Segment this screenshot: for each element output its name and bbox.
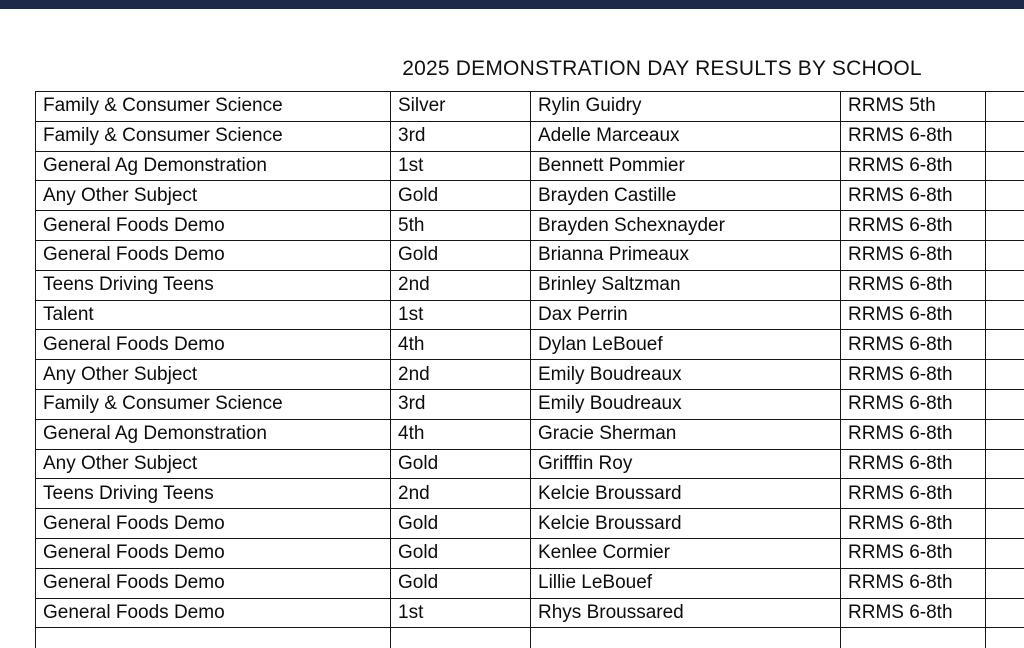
cell-name: Kelcie Broussard bbox=[531, 509, 841, 539]
cell-extra bbox=[986, 360, 1024, 390]
cell-category: General Foods Demo bbox=[36, 330, 391, 360]
cell-place: 3rd bbox=[391, 121, 531, 151]
cell-place: Silver bbox=[391, 92, 531, 122]
cell-school: RRMS 6-8th bbox=[841, 211, 986, 241]
cell-place: 4th bbox=[391, 419, 531, 449]
cell-extra bbox=[986, 330, 1024, 360]
cell-extra bbox=[986, 419, 1024, 449]
cell-category: General Ag Demonstration bbox=[36, 419, 391, 449]
table-row bbox=[36, 360, 1024, 390]
table-row bbox=[36, 568, 1024, 598]
cell-name: Kenlee Cormier bbox=[531, 538, 841, 568]
cell-name: Dylan LeBouef bbox=[531, 330, 841, 360]
table-row bbox=[36, 538, 1024, 568]
cell-extra bbox=[986, 538, 1024, 568]
table-row bbox=[36, 628, 1024, 648]
cell-place: Gold bbox=[391, 240, 531, 270]
cell-place: 5th bbox=[391, 211, 531, 241]
cell-extra bbox=[986, 181, 1024, 211]
cell-category: General Foods Demo bbox=[36, 568, 391, 598]
cell-category: General Foods Demo bbox=[36, 211, 391, 241]
table-row bbox=[36, 598, 1024, 628]
cell-place: 1st bbox=[391, 300, 531, 330]
cell-school: RRMS 5th bbox=[841, 92, 986, 122]
table-row bbox=[36, 211, 1024, 241]
table-row bbox=[36, 419, 1024, 449]
cell-school: RRMS 6-8th bbox=[841, 598, 986, 628]
cell-school: RRMS 6-8th bbox=[841, 538, 986, 568]
cell-category: Any Other Subject bbox=[36, 181, 391, 211]
cell-extra bbox=[986, 479, 1024, 509]
cell-place: 2nd bbox=[391, 479, 531, 509]
table-row bbox=[36, 479, 1024, 509]
table-row bbox=[36, 181, 1024, 211]
cell-category: General Foods Demo bbox=[36, 240, 391, 270]
cell-place: 4th bbox=[391, 330, 531, 360]
table-row bbox=[36, 240, 1024, 270]
cell-school bbox=[841, 628, 986, 648]
table-row bbox=[36, 121, 1024, 151]
cell-school: RRMS 6-8th bbox=[841, 360, 986, 390]
cell-category: Any Other Subject bbox=[36, 360, 391, 390]
cell-category: Family & Consumer Science bbox=[36, 121, 391, 151]
cell-category: General Ag Demonstration bbox=[36, 151, 391, 181]
cell-extra bbox=[986, 449, 1024, 479]
cell-extra bbox=[986, 598, 1024, 628]
cell-school: RRMS 6-8th bbox=[841, 330, 986, 360]
cell-name: Kelcie Broussard bbox=[531, 479, 841, 509]
cell-place: 2nd bbox=[391, 360, 531, 390]
table-row bbox=[36, 330, 1024, 360]
cell-category: Family & Consumer Science bbox=[36, 92, 391, 122]
cell-name: Grifffin Roy bbox=[531, 449, 841, 479]
cell-extra bbox=[986, 270, 1024, 300]
cell-school: RRMS 6-8th bbox=[841, 389, 986, 419]
cell-category: Family & Consumer Science bbox=[36, 389, 391, 419]
cell-extra bbox=[986, 211, 1024, 241]
cell-name: Brianna Primeaux bbox=[531, 240, 841, 270]
cell-category: Teens Driving Teens bbox=[36, 270, 391, 300]
cell-place: 3rd bbox=[391, 389, 531, 419]
table-row bbox=[36, 92, 1024, 122]
cell-extra bbox=[986, 568, 1024, 598]
cell-school: RRMS 6-8th bbox=[841, 270, 986, 300]
cell-school: RRMS 6-8th bbox=[841, 509, 986, 539]
cell-school: RRMS 6-8th bbox=[841, 449, 986, 479]
cell-name: Bennett Pommier bbox=[531, 151, 841, 181]
cell-school: RRMS 6-8th bbox=[841, 240, 986, 270]
cell-extra bbox=[986, 240, 1024, 270]
cell-place bbox=[391, 628, 531, 648]
cell-category: Teens Driving Teens bbox=[36, 479, 391, 509]
cell-place: Gold bbox=[391, 568, 531, 598]
cell-category bbox=[36, 628, 391, 648]
cell-place: Gold bbox=[391, 449, 531, 479]
cell-name: Brayden Castille bbox=[531, 181, 841, 211]
cell-school: RRMS 6-8th bbox=[841, 300, 986, 330]
cell-place: Gold bbox=[391, 509, 531, 539]
cell-place: 2nd bbox=[391, 270, 531, 300]
cell-school: RRMS 6-8th bbox=[841, 181, 986, 211]
cell-category: General Foods Demo bbox=[36, 509, 391, 539]
cell-category: Any Other Subject bbox=[36, 449, 391, 479]
cell-school: RRMS 6-8th bbox=[841, 419, 986, 449]
cell-extra bbox=[986, 389, 1024, 419]
cell-name: Rhys Broussared bbox=[531, 598, 841, 628]
cell-school: RRMS 6-8th bbox=[841, 121, 986, 151]
cell-name: Gracie Sherman bbox=[531, 419, 841, 449]
table-row bbox=[36, 449, 1024, 479]
cell-name bbox=[531, 628, 841, 648]
cell-name: Brayden Schexnayder bbox=[531, 211, 841, 241]
table-row bbox=[36, 389, 1024, 419]
cell-place: Gold bbox=[391, 538, 531, 568]
cell-name: Dax Perrin bbox=[531, 300, 841, 330]
cell-category: General Foods Demo bbox=[36, 538, 391, 568]
cell-school: RRMS 6-8th bbox=[841, 151, 986, 181]
page-title: 2025 DEMONSTRATION DAY RESULTS BY SCHOOL bbox=[402, 57, 922, 80]
cell-name: Emily Boudreaux bbox=[531, 360, 841, 390]
cell-school: RRMS 6-8th bbox=[841, 479, 986, 509]
results-table-body bbox=[36, 92, 1024, 648]
table-row bbox=[36, 509, 1024, 539]
cell-name: Brinley Saltzman bbox=[531, 270, 841, 300]
table-row bbox=[36, 300, 1024, 330]
cell-school: RRMS 6-8th bbox=[841, 568, 986, 598]
cell-extra bbox=[986, 92, 1024, 122]
cell-extra bbox=[986, 300, 1024, 330]
table-row bbox=[36, 151, 1024, 181]
cell-category: Talent bbox=[36, 300, 391, 330]
window-top-edge-bar bbox=[0, 0, 1024, 9]
cell-extra bbox=[986, 509, 1024, 539]
cell-place: 1st bbox=[391, 151, 531, 181]
cell-name: Emily Boudreaux bbox=[531, 389, 841, 419]
cell-extra bbox=[986, 628, 1024, 648]
cell-place: 1st bbox=[391, 598, 531, 628]
cell-place: Gold bbox=[391, 181, 531, 211]
results-table bbox=[35, 91, 1024, 648]
cell-extra bbox=[986, 121, 1024, 151]
cell-name: Rylin Guidry bbox=[531, 92, 841, 122]
table-row bbox=[36, 270, 1024, 300]
cell-extra bbox=[986, 151, 1024, 181]
cell-name: Adelle Marceaux bbox=[531, 121, 841, 151]
cell-category: General Foods Demo bbox=[36, 598, 391, 628]
cell-name: Lillie LeBouef bbox=[531, 568, 841, 598]
